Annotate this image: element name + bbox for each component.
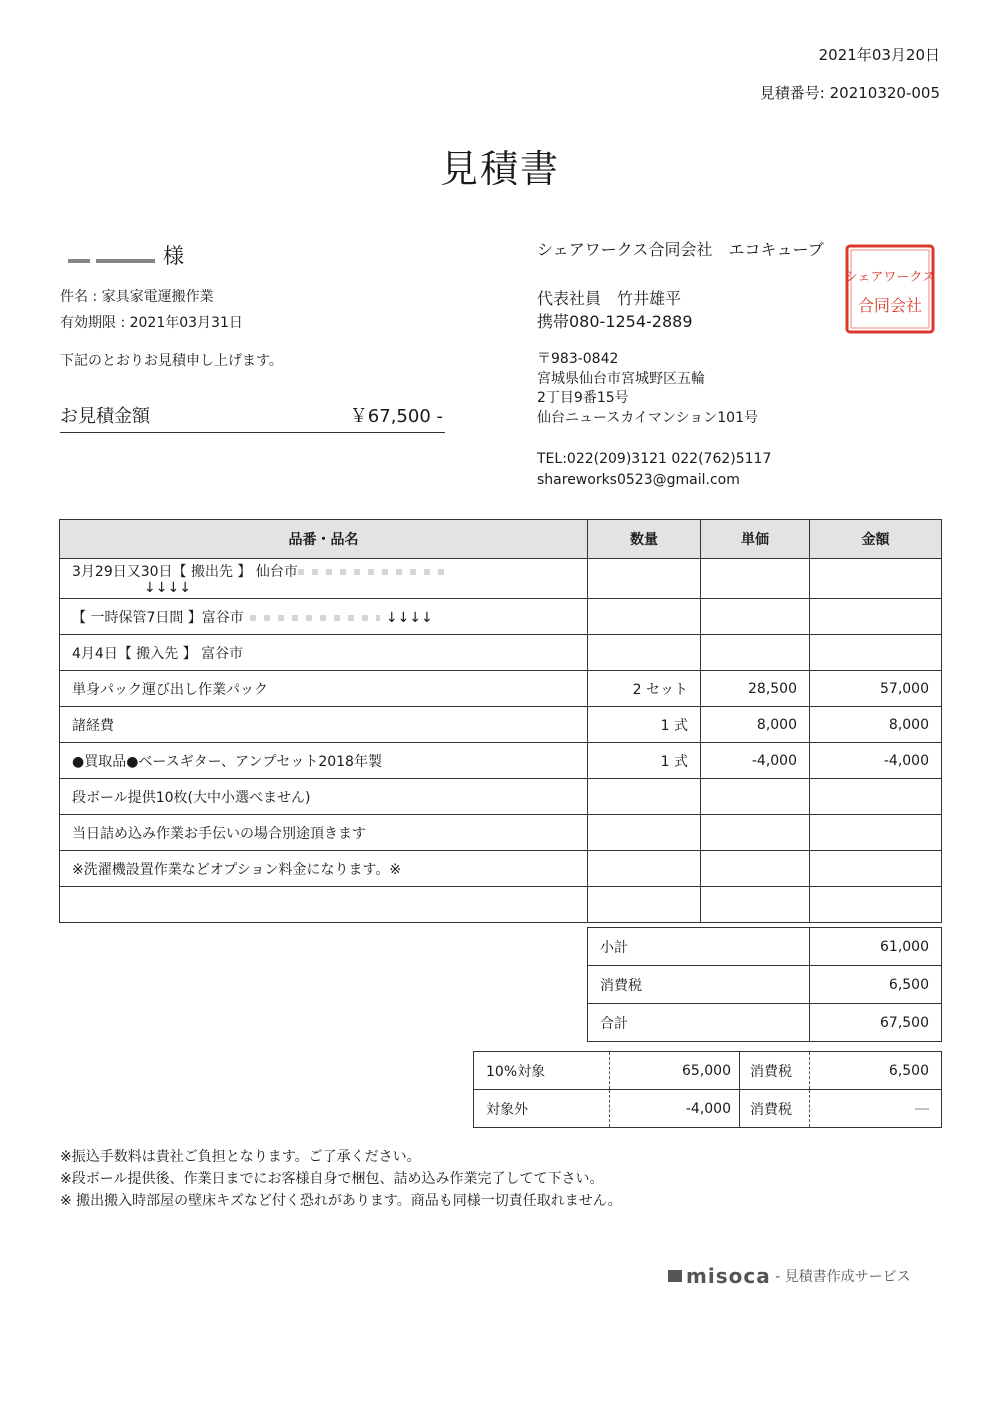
item-amount	[810, 887, 942, 923]
item-description: 諸経費	[60, 707, 588, 743]
item-unit-price: 28,500	[701, 671, 810, 707]
tax-category-tax: ―	[810, 1090, 942, 1128]
table-row	[60, 671, 942, 707]
brand-name: misoca	[686, 1264, 771, 1288]
item-quantity	[588, 815, 701, 851]
redaction-smudge	[250, 615, 380, 621]
seal-line-2: 合同会社	[857, 296, 923, 315]
items-header-row	[60, 520, 942, 559]
valid-until: 有効期限 : 2021年03月31日	[60, 315, 243, 331]
estimate-amount	[60, 400, 445, 433]
total-row	[588, 1004, 942, 1042]
item-description: 4月4日【 搬入先 】 富谷市	[60, 635, 588, 671]
item-description: 3月29日又30日【 搬出先 】 仙台市 ↓↓↓↓	[60, 559, 588, 599]
document-title: 見積書	[439, 147, 560, 191]
item-unit-price	[701, 635, 810, 671]
item-quantity	[588, 635, 701, 671]
issue-date: 2021年03月20日	[818, 46, 940, 64]
tax-breakdown-table	[473, 1051, 942, 1128]
tax-category-tax-label: 消費税	[740, 1090, 810, 1128]
subtotal-value: 61,000	[810, 928, 942, 966]
total-label: 合計	[588, 1004, 810, 1042]
tax-breakdown-row	[474, 1090, 942, 1128]
table-row	[60, 887, 942, 923]
tax-row	[588, 966, 942, 1004]
tax-category-tax-label: 消費税	[740, 1052, 810, 1090]
company-representative: 代表社員 竹井雄平	[537, 289, 682, 308]
item-unit-price: 8,000	[701, 707, 810, 743]
redacted-name	[60, 259, 155, 263]
item-amount	[810, 635, 942, 671]
table-row	[60, 599, 942, 635]
company-address	[537, 350, 758, 428]
tax-category-base: 65,000	[610, 1052, 740, 1090]
item-amount	[810, 851, 942, 887]
table-row	[60, 743, 942, 779]
header-item-name: 品番・品名	[60, 520, 588, 559]
table-row	[60, 635, 942, 671]
table-row	[60, 815, 942, 851]
item-amount: -4,000	[810, 743, 942, 779]
estimate-number: 見積番号: 20210320-005	[759, 84, 940, 102]
redaction-smudge	[298, 569, 448, 575]
item-unit-price	[701, 815, 810, 851]
company-mobile: 携帯080-1254-2889	[537, 312, 693, 331]
seal-line-1: シェアワークス	[844, 270, 936, 285]
customer-name	[60, 240, 184, 270]
table-row	[60, 559, 942, 599]
item-description: ●買取品●ベースギター、アンプセット2018年製	[60, 743, 588, 779]
tax-breakdown-row	[474, 1052, 942, 1090]
note-line: ※段ボール提供後、作業日までにお客様自身で梱包、詰め込み作業完了してて下さい。	[60, 1171, 604, 1187]
totals-table	[587, 927, 942, 1042]
item-description: 当日詰め込み作業お手伝いの場合別途頂きます	[60, 815, 588, 851]
service-caption: - 見積書作成サービス	[775, 1269, 911, 1285]
item-amount	[810, 559, 942, 599]
total-value: 67,500	[810, 1004, 942, 1042]
subtotal-label: 小計	[588, 928, 810, 966]
intro-text: 下記のとおりお見積申し上げます。	[60, 353, 283, 369]
customer-honorific: 様	[163, 244, 184, 268]
item-quantity: 1 式	[588, 707, 701, 743]
header-quantity: 数量	[588, 520, 701, 559]
item-unit-price	[701, 599, 810, 635]
footer-branding	[668, 1264, 911, 1288]
misoca-logo-icon	[668, 1270, 682, 1282]
table-row	[60, 851, 942, 887]
postal-code: 〒983-0842	[537, 351, 619, 367]
notes	[60, 1146, 622, 1212]
item-quantity: 2 セット	[588, 671, 701, 707]
tax-category-label: 10%対象	[474, 1052, 610, 1090]
item-unit-price	[701, 559, 810, 599]
item-quantity	[588, 599, 701, 635]
address-line-2: 2丁目9番15号	[537, 390, 629, 406]
item-quantity	[588, 779, 701, 815]
estimate-amount-label: お見積金額	[60, 406, 150, 427]
item-amount	[810, 599, 942, 635]
item-amount: 57,000	[810, 671, 942, 707]
item-amount: 8,000	[810, 707, 942, 743]
address-line-3: 仙台ニュースカイマンション101号	[537, 409, 758, 426]
header-amount: 金額	[810, 520, 942, 559]
item-description: 段ボール提供10枚(大中小選べません)	[60, 779, 588, 815]
tax-category-label: 対象外	[474, 1090, 610, 1128]
item-quantity	[588, 887, 701, 923]
item-amount	[810, 779, 942, 815]
item-quantity: 1 式	[588, 743, 701, 779]
subject-line: 件名 : 家具家電運搬作業	[60, 289, 214, 305]
tax-label: 消費税	[588, 966, 810, 1004]
item-unit-price: -4,000	[701, 743, 810, 779]
estimate-amount-value: ￥67,500 -	[349, 406, 443, 427]
item-unit-price	[701, 779, 810, 815]
tax-value: 6,500	[810, 966, 942, 1004]
company-seal-stamp	[844, 243, 936, 335]
company-name: シェアワークス合同会社 エコキューブ	[537, 240, 824, 259]
address-line-1: 宮城県仙台市宮城野区五輪	[537, 370, 705, 387]
company-email: shareworks0523@gmail.com	[537, 472, 740, 488]
item-description: 単身パック運び出し作業パック	[60, 671, 588, 707]
company-tel: TEL:022(209)3121 022(762)5117	[537, 451, 772, 467]
table-row	[60, 779, 942, 815]
item-description: 【 一時保管7日間 】富谷市 ↓↓↓↓	[60, 599, 588, 635]
item-description	[60, 887, 588, 923]
note-line: ※ 搬出搬入時部屋の壁床キズなど付く恐れがあります。商品も同様一切責任取れません。	[60, 1193, 622, 1209]
item-unit-price	[701, 851, 810, 887]
item-description: ※洗濯機設置作業などオプション料金になります。※	[60, 851, 588, 887]
subtotal-row	[588, 928, 942, 966]
table-row	[60, 707, 942, 743]
items-table	[59, 519, 942, 923]
tax-category-tax: 6,500	[810, 1052, 942, 1090]
item-amount	[810, 815, 942, 851]
header-unit-price: 単価	[701, 520, 810, 559]
item-unit-price	[701, 887, 810, 923]
item-quantity	[588, 851, 701, 887]
item-quantity	[588, 559, 701, 599]
tax-category-base: -4,000	[610, 1090, 740, 1128]
note-line: ※振込手数料は貴社ご負担となります。ご了承ください。	[60, 1149, 421, 1165]
